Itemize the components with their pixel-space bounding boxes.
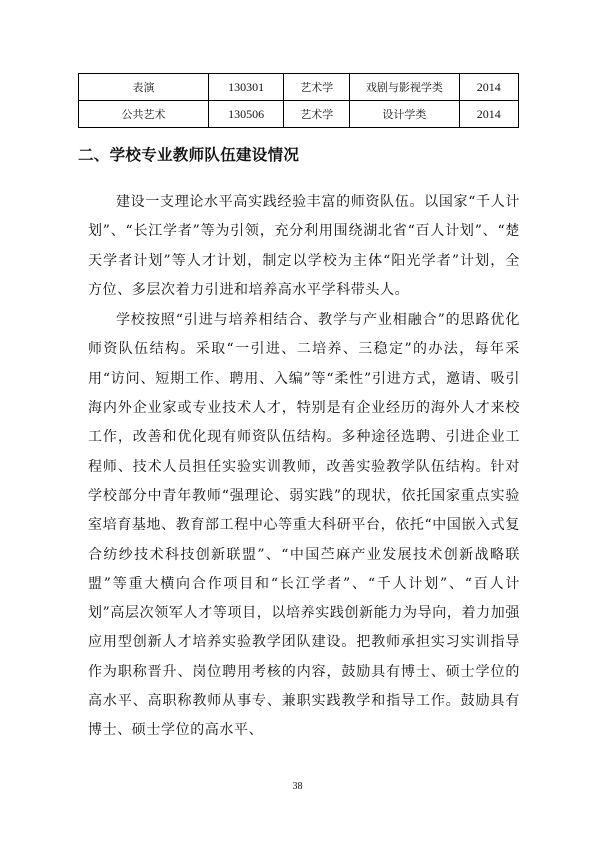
body-text: [88, 188, 520, 746]
major-name-cell: 公共艺术: [79, 101, 209, 128]
year-cell: 2014: [459, 74, 518, 101]
discipline-cell: 艺术学: [284, 74, 350, 101]
majors-table: [78, 73, 519, 128]
major-code-cell: 130506: [208, 101, 283, 128]
major-code-cell: 130301: [208, 74, 283, 101]
discipline-cell: 艺术学: [284, 101, 350, 128]
table-row: [79, 101, 519, 128]
paragraph: 建设一支理论水平高实践经验丰富的师资队伍。以国家“千人计划”、“长江学者”等为引领，充分利用围绕湖北省“百人计划”、“楚天学者计划”等人才计划，制定以学校为主体“阳光学者”计划，全方位、多层次着力引进和培养高水平学科带头人。: [88, 194, 520, 298]
page-number: 38: [292, 781, 303, 792]
table-row: [79, 74, 519, 101]
year-cell: 2014: [459, 101, 518, 128]
section-heading: 二、学校专业教师队伍建设情况: [78, 146, 300, 164]
category-cell: 戏剧与影视学类: [350, 74, 459, 101]
category-cell: 设计学类: [350, 101, 459, 128]
major-name-cell: 表演: [79, 74, 209, 101]
paragraph: 学校按照“引进与培养相结合、教学与产业相融合”的思路优化师资队伍结构。采取“一引进、二培养、三稳定”的办法，每年采用“访问、短期工作、聘用、入编”等“柔性”引进方式，邀请、吸引海内外企业家或专业技术人才，特别是有企业经历的海外人才来校工作，改善和优化现有师资队伍结构。多种途径选聘、引进企业工程师、技术人员担任实验实训教师，改善实验教学队伍结构。针对学校部分中青年教师“强理论、弱实践”的现状，依托国家重点实验室培育基地、教育部工程中心等重大科研平台，依托“中国嵌入式复合纺纱技术科技创新联盟”、“中国苎麻产业发展技术创新战略联盟”等重大横向合作项目和“长江学者”、“千人计划”、“百人计划”高层次领军人才等项目，以培养实践创新能力为导向，着力加强应用型创新人才培养实验教学团队建设。把教师承担实习实训指导作为职称晋升、岗位聘用考核的内容，鼓励具有博士、硕士学位的高水平、高职称教师从事专、兼职实践教学和指导工作。鼓励具有博士、硕士学位的高水平、: [88, 312, 520, 739]
